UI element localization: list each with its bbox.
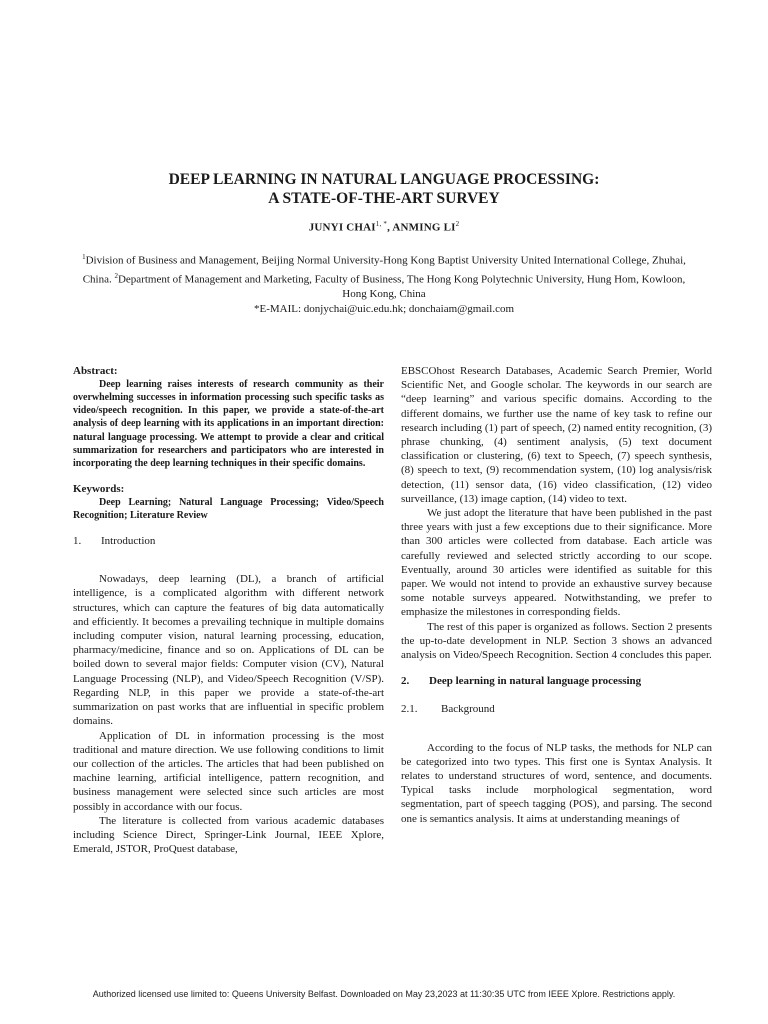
author-list [60, 220, 708, 234]
right-column [401, 364, 712, 826]
section-1-number: 1. [73, 535, 82, 548]
section-2-heading [401, 674, 712, 688]
author-1-sup: 1, * [375, 220, 388, 228]
intro-paragraph-3: The literature is collected from various academic databases including Science Direct, Springer-Link Journal, IEEE Xplore, Emerald, JSTOR, ProQuest database, [73, 814, 384, 856]
affiliation-1-sup: 1 [82, 253, 86, 261]
title-line-1: DEEP LEARNING IN NATURAL LANGUAGE PROCESSING: [168, 171, 600, 188]
section-1-title: Introduction [101, 535, 156, 548]
section-2-1-number: 2.1. [401, 703, 418, 716]
section-2-number: 2. [401, 675, 410, 688]
background-paragraph-1: According to the focus of NLP tasks, the methods for NLP can be categorized into two types. This first one is Syntax Analysis. It relates to understand structures of word, sentence, and documents. Typical tasks include morphological segmentation, word segmentation, part of speech tagging (POS), and parsing. The second one is semantics analysis. It aims at understanding meanings of [401, 741, 712, 825]
keywords-body: Deep Learning; Natural Language Processing; Video/Speech Recognition; Literature Review [73, 497, 384, 522]
section-2-1-heading [401, 702, 712, 716]
abstract-body: Deep learning raises interests of research community as their overwhelming successes in information processing such specific tasks as video/speech recognition. In this paper, we provide a state-of-the-art analysis of deep learning with its applications in an important direction: natural language processing. We attempt to provide a clear and critical summarization for researchers and participators who are interested in incorporating the deep learning techniques in their specific domains. [73, 379, 384, 469]
intro-paragraph-5: We just adopt the literature that have been published in the past three years with just a few exceptions due to their significance. More than 300 articles were collected from database. Each article was carefully reviewed and selected strictly according to our scope. Eventually, around 30 articles were identified as suitable for this paper. We would not intend to provide an exhaustive survey because some notable surveys appeared. Notwithstanding, we prefer to emphasize the milestones in corresponding fields. [401, 507, 712, 619]
affiliation-2: Department of Management and Marketing, Faculty of Business, The Hong Kong Polytechnic University, Hung Hom, Kowloon, Hong Kong, China [117, 273, 686, 301]
intro-paragraph-6: The rest of this paper is organized as follows. Section 2 presents the up-to-date development in NLP. Section 3 shows an advanced analysis on Video/Speech Recognition. Section 4 concludes this paper. [401, 620, 712, 662]
section-1-heading [73, 534, 384, 548]
author-1-name: JUNYI CHAI [308, 221, 376, 234]
affiliation-1: Division of Business and Management, Beijing Normal University-Hong Kong Baptist University United International College, Zhuhai, China. [82, 254, 686, 286]
keywords-heading: Keywords: [73, 482, 125, 495]
author-2-name: ANMING LI [392, 221, 456, 234]
intro-paragraph-4: EBSCOhost Research Databases, Academic Search Premier, World Scientific Net, and Google scholar. The keywords in our search are “deep learning” and various specific domains. According to the different domains, we further use the name of key task to refine our research including (1) part of speech, (2) named entity recognition, (3) phrase chunking, (4) sentiment analysis, (5) text document classification or clustering, (6) text to Speech, (7) speech synthesis, (8) speech to text, (9) recommendation system, (10) log analysis/risk detection, (11) sensor data, (16) video classification, (12) video surveillance, (13) image caption, (14) video to text. [401, 365, 712, 505]
left-column [73, 364, 384, 856]
affiliation-text [70, 250, 698, 302]
section-2-title: Deep learning in natural language processing [429, 675, 642, 688]
author-separator: , [387, 221, 393, 234]
intro-paragraph-1: Nowadays, deep learning (DL), a branch of artificial intelligence, is a complicated algorithm with different network structures, which can capture the features of big data automatically and efficiently. It becomes a prevailing technique in multiple domains including computer vision, natural learning processing, education, pharmacy/medicine, finance and so on. Applications of DL can be boiled down to several major fields: Computer vision (CV), Natural Language Processing (NLP), and Video/Speech Recognition (V/SP). Regarding NLP, in this paper we provide a state-of-the-art summarization on past works that are influential in specific problem domains. [73, 573, 384, 728]
author-2-sup: 2 [455, 220, 460, 228]
author-email: *E-MAIL: donjychai@uic.edu.hk; donchaiam@gmail.com [253, 303, 515, 316]
license-footer: Authorized licensed use limited to: Queens University Belfast. Downloaded on May 23,2023 at 11:30:35 UTC from IEEE Xplore. Restrictions apply. [92, 989, 676, 999]
paper-title [60, 170, 708, 208]
abstract-heading: Abstract: [73, 365, 118, 377]
affiliation-2-sup: 2 [114, 271, 118, 280]
title-line-2: A STATE-OF-THE-ART SURVEY [268, 190, 500, 207]
intro-paragraph-2: Application of DL in information processing is the most traditional and mature direction. We use following conditions to limit our collection of the articles. The articles that had been published on machine learning, artificial intelligence, pattern recognition, and business management were selected since such articles are most possibly in accordance with our focus. [73, 729, 384, 813]
section-2-1-title: Background [441, 703, 495, 716]
affiliations [70, 250, 698, 317]
